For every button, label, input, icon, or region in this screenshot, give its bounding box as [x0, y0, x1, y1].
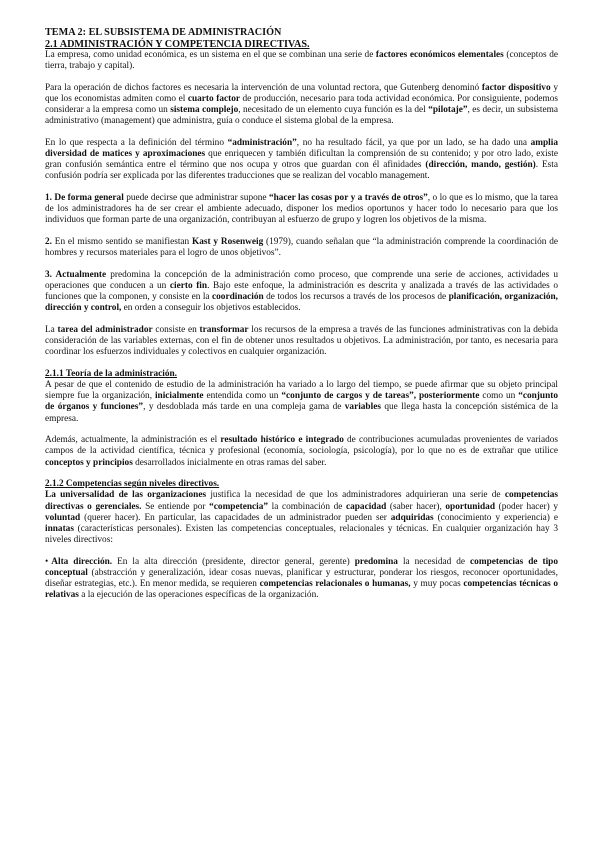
paragraph-competencias: La universalidad de las organizaciones justifica la necesidad de que los administradores adquirieran una serie de competencias directivas o gerenciales. Se entiende por “competencia” la combinación de capacidad (saber hacer), oportunidad (poder hacer) y voluntad (querer hacer). En particular, las capacidades de un administrador pueden ser adquiridas (conocimiento y experiencia) e innatas (características personales). Existen las competencias conceptuales, relacionales y técnicas. En cualquier organización hay 3 niveles directivos: [45, 490, 558, 545]
bullet-icon: • [45, 556, 49, 567]
paragraph-definicion: En lo que respecta a la definición del término “administración”, no ha resultado fácil, ya que por un lado, se ha dado una amplia diversidad de matices y aproximaciones que enriquecen y también dificultan la comprensión de su contenido; y por otro lado, existe gran confusión semántica entre el término que nos ocupa y otros que guardan con él afinidades (dirección, mando, gestión). Esta confusión podría ser explicada por las diferentes traducciones que se realizan del vocablo management. [45, 137, 559, 182]
section-heading-2-1-2: 2.1.2 Competencias según niveles directivos. [45, 479, 220, 490]
section-heading-2-1-1: 2.1.1 Teoría de la administración. [45, 368, 177, 379]
paragraph-resultado-historico: Además, actualmente, la administración es el resultado histórico e integrado de contribuciones acumuladas provenientes de variados campos de la actividad científica, técnica y profesional (economía, sociología, psicología), por lo que no es de extrañar que utilice conceptos y principios desarrollados inicialmente en otras ramas del saber. [45, 435, 558, 468]
section-heading-2-1: 2.1 ADMINISTRACIÓN Y COMPETENCIA DIRECTIVAS. [45, 38, 310, 50]
paragraph-kast-rosenweig: 2. En el mismo sentido se manifiestan Kast y Rosenweig (1979), cuando señalan que “la administración comprende la coordinación de hombres y recursos materiales para el logro de unos objetivos”. [45, 237, 558, 259]
paragraph-alta-direccion: • Alta dirección. En la alta dirección (presidente, director general, gerente) predomina la necesidad de competencias de tipo conceptual (abstracción y generalización, idear cosas nuevas, planificar y estructurar, ponderar los riesgos, reconocer oportunidades, diseñar estrategias, etc.). En menor medida, se requieren competencias relacionales o humanas, y muy pocas competencias técnicas o relativas a la ejecución de las operaciones específicas de la organización. [45, 556, 559, 601]
paragraph-factor-dispositivo: Para la operación de dichos factores es necesaria la intervención de una voluntad rectora, que Gutenberg denominó factor dispositivo y que los economistas admiten como el cuarto factor de producción, necesario para toda actividad económica. Por consiguiente, podemos considerar a la empresa como un sistema complejo, necesitado de un elemento cuya función es la del “pilotaje”, es decir, un subsistema administrativo (management) que administra, guía o conduce el sistema global de la empresa. [45, 82, 558, 127]
paragraph-forma-general: 1. De forma general puede decirse que administrar supone “hacer las cosas por y a través de otros”, o lo que es lo mismo, que la tarea de los administradores ha de ser crear el ambiente adecuado, disponer los medios oportunos y hacer todo lo necesario para que los individuos que forman parte de una organización, contribuyan al esfuerzo de grupo y logren los objetivos de la misma. [45, 193, 558, 226]
paragraph-tarea-administrador: La tarea del administrador consiste en transformar los recursos de la empresa a través de las funciones administrativas con la debida consideración de las variables externas, con el fin de obtener unos resultados u objetivos. La administración, por tanto, es necesaria para coordinar los esfuerzos individuales y colectivos en cualquier organización. [45, 324, 558, 358]
paragraph-empresa: La empresa, como unidad económica, es un sistema en el que se combinan una serie de factores económicos elementales (conceptos de tierra, trabajo y capital). [45, 50, 559, 72]
paragraph-actualmente: 3. Actualmente predomina la concepción de la administración como proceso, que comprende una serie de acciones, actividades u operaciones que conducen a un cierto fin. Bajo este enfoque, la administración es descrita y analizada a través de las actividades o funciones que la componen, y consiste en la coordinación de todos los recursos a través de los procesos de planificación, organización, dirección y control, en orden a conseguir los objetivos establecidos. [45, 269, 558, 314]
paragraph-teoria: A pesar de que el contenido de estudio de la administración ha variado a lo largo del tiempo, se puede afirmar que su objeto principal siempre fue la organización, inicialmente entendida como un “conjunto de cargos y de tareas”, posteriormente como un “conjunto de órganos y funciones”, y desdoblada más tarde en una compleja gama de variables que llega hasta la concepción sistémica de la empresa. [45, 380, 558, 424]
document-title: TEMA 2: EL SUBSISTEMA DE ADMINISTRACIÓN [45, 27, 282, 38]
